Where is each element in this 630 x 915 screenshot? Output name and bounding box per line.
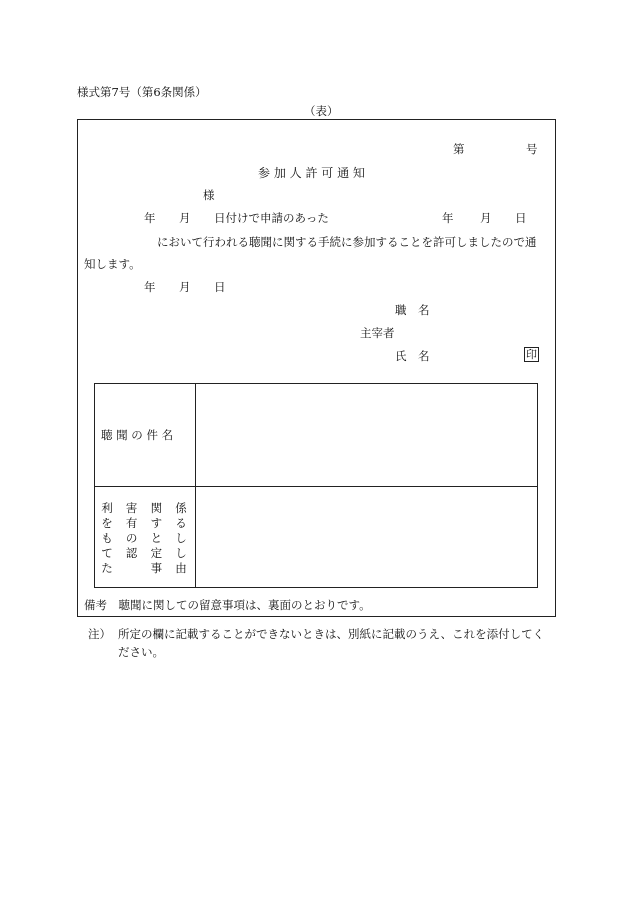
- document-title: 参 加 人 許 可 通 知: [258, 166, 365, 180]
- hearing-day: 日: [515, 211, 527, 225]
- issue-year: 年: [144, 280, 156, 294]
- footnote-line-1: 所定の欄に記載することができないときは、別紙に記載のうえ、これを添付してく: [118, 627, 545, 641]
- side-label: （表）: [304, 104, 339, 118]
- body-line-1: において行われる聴聞に関する手続に参加することを許可しましたので通: [157, 235, 537, 249]
- number-prefix: 第: [453, 142, 465, 156]
- footnote-label: 注）: [88, 627, 111, 641]
- seal-mark: 印: [526, 348, 537, 361]
- position-label: 職 名: [395, 303, 430, 317]
- issue-day: 日: [214, 280, 226, 294]
- interest-label-row-2: を 有 す る: [101, 516, 187, 530]
- request-year: 年: [144, 211, 156, 225]
- interest-label-row-1: 利 害 関 係: [101, 501, 187, 515]
- number-suffix: 号: [526, 142, 538, 156]
- addressee-suffix: 様: [203, 188, 215, 202]
- request-month: 月: [179, 211, 191, 225]
- body-line-2: 知します。: [84, 257, 141, 271]
- remarks: 備考 聴聞に関しての留意事項は、裏面のとおりです。: [84, 598, 371, 612]
- hearing-month: 月: [480, 211, 492, 225]
- interest-label-row-5: た 事 由: [101, 561, 187, 575]
- name-label: 氏 名: [395, 349, 430, 363]
- hearing-subject-label: 聴 聞 の 件 名: [101, 428, 174, 442]
- request-day-text: 日付けで申請のあった: [214, 211, 329, 225]
- issue-month: 月: [179, 280, 191, 294]
- presider-label: 主宰者: [360, 326, 395, 340]
- footnote-line-2: ださい。: [118, 645, 164, 659]
- hearing-year: 年: [442, 211, 454, 225]
- form-id: 様式第7号（第6条関係）: [77, 85, 207, 99]
- interest-label-row-4: て 認 定 し: [101, 546, 187, 560]
- table-divider-horizontal: [95, 486, 537, 487]
- interest-label-row-3: も の と し: [101, 531, 187, 545]
